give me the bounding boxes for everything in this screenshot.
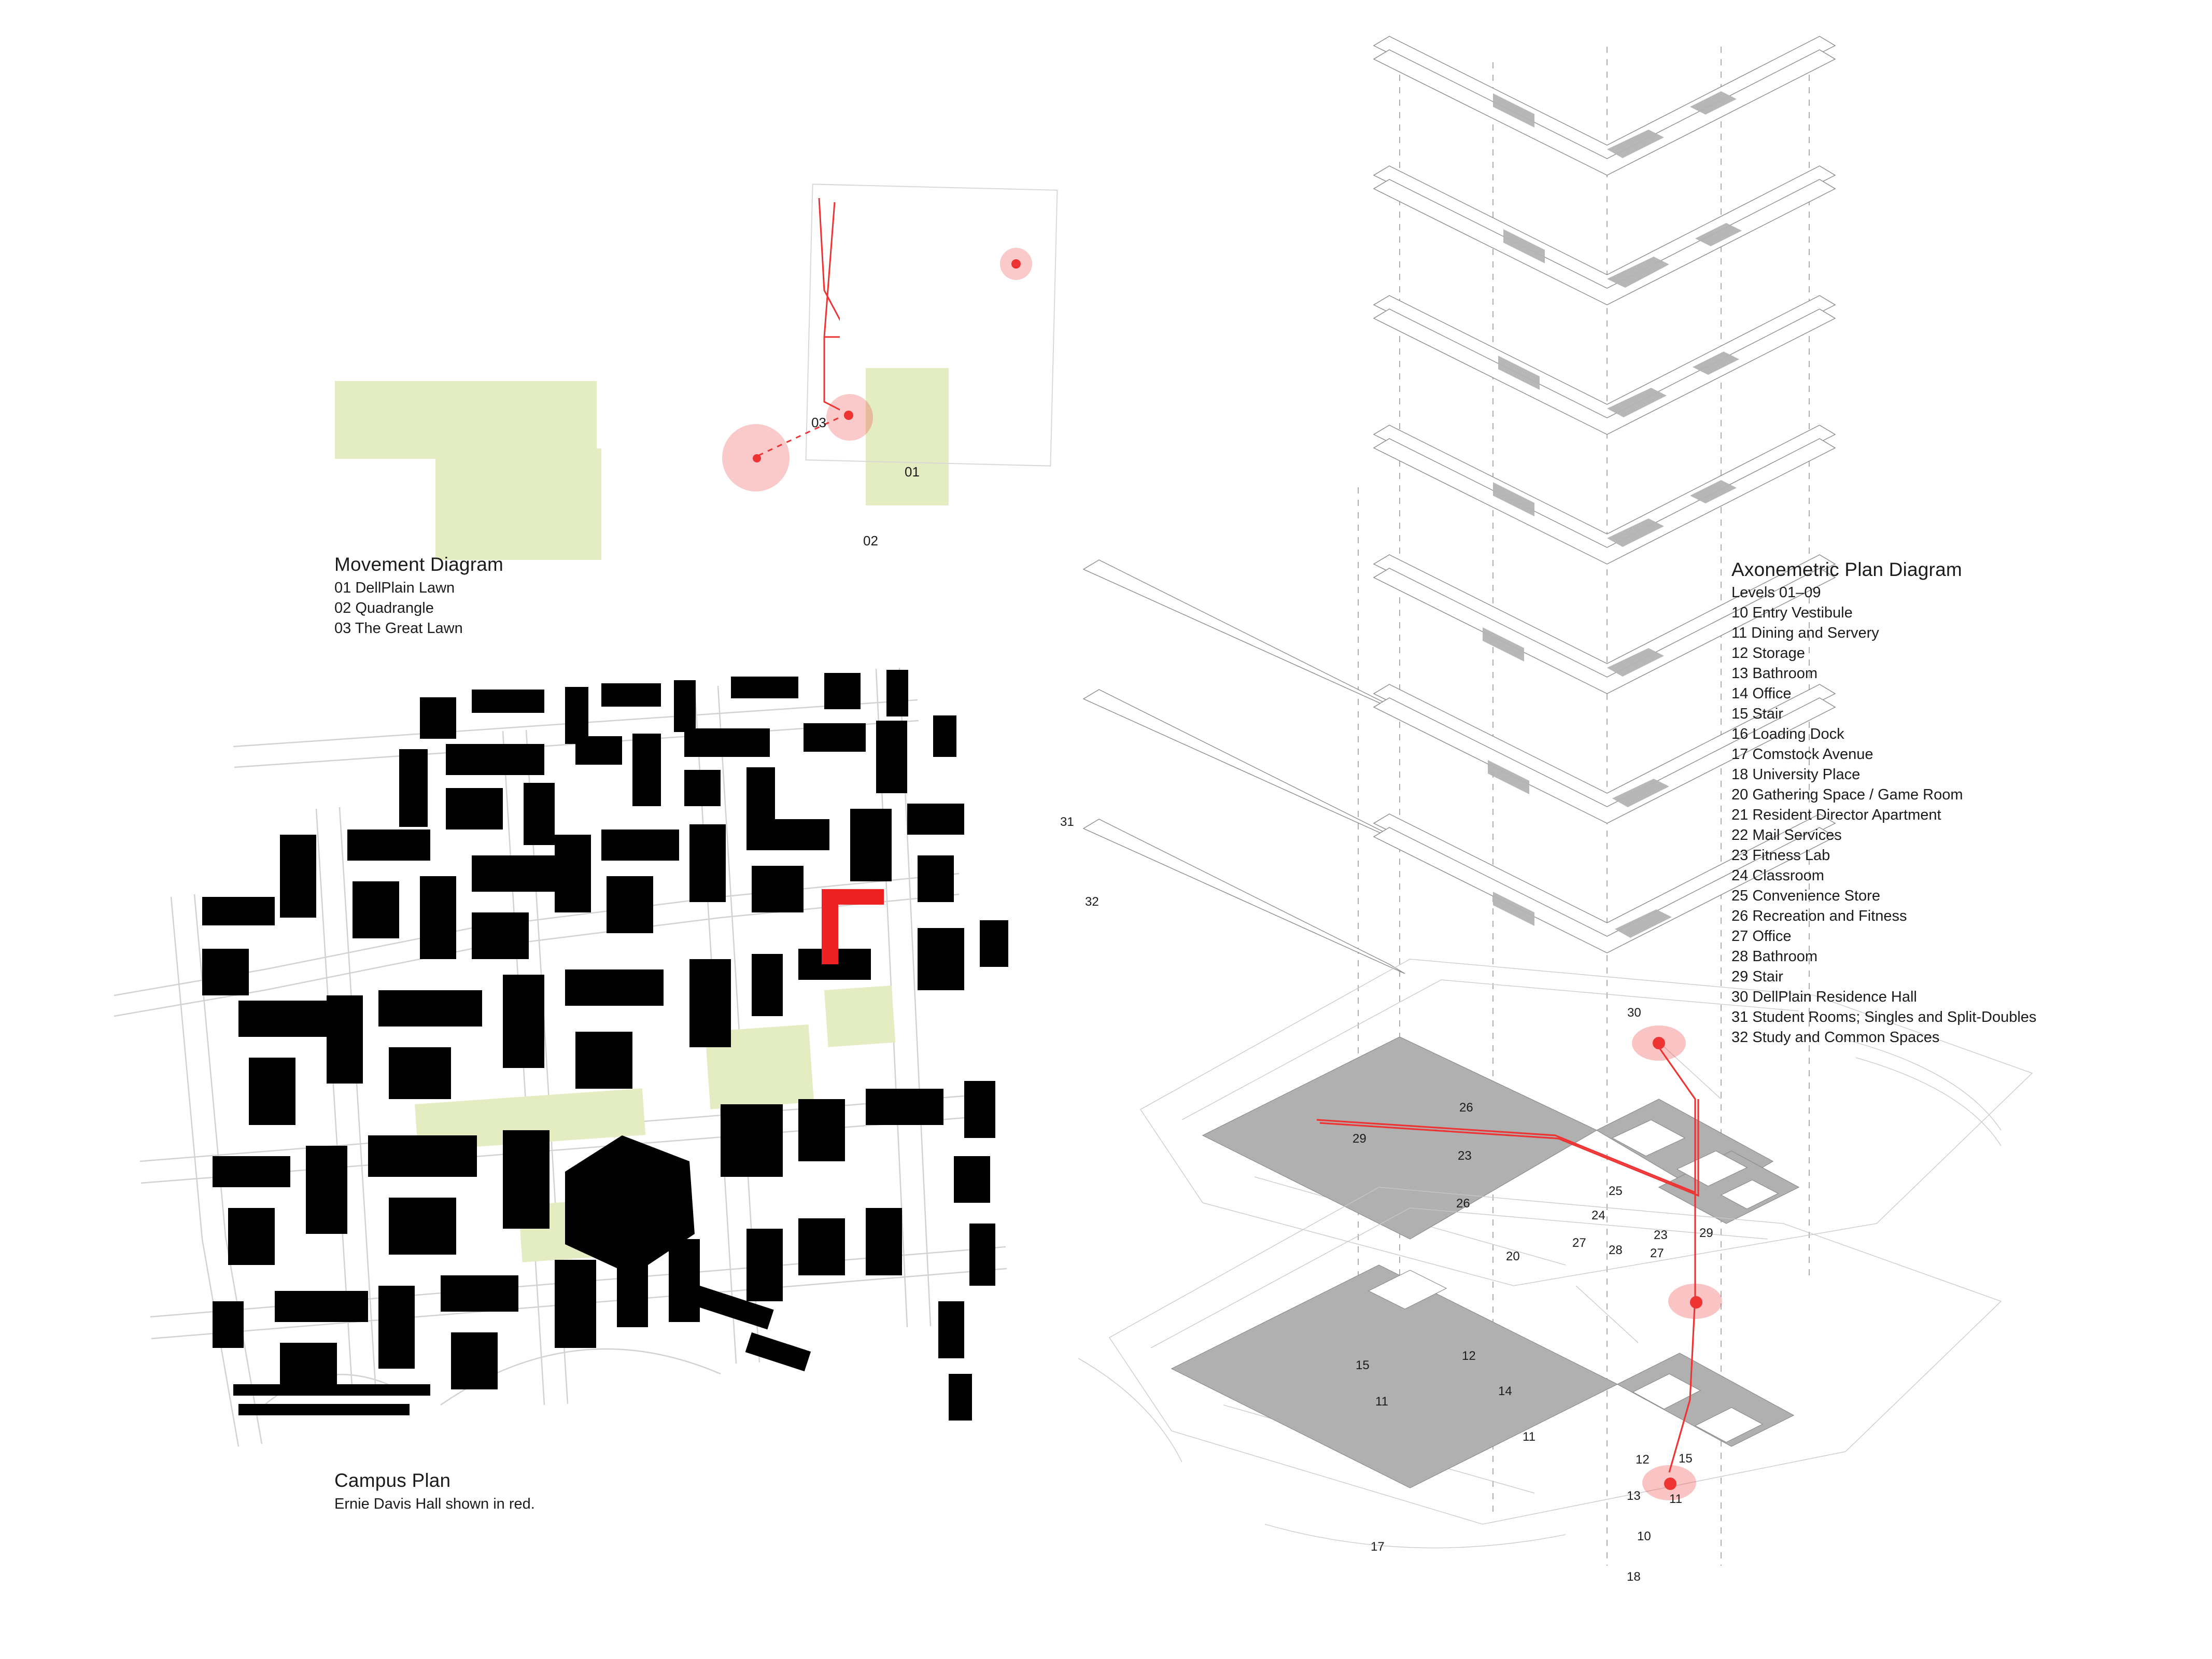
list-item: 03 The Great Lawn bbox=[334, 620, 463, 637]
axon-callout-11b: 11 bbox=[1523, 1430, 1535, 1444]
list-item: 21 Resident Director Apartment bbox=[1731, 807, 1941, 823]
list-item: 10 Entry Vestibule bbox=[1731, 604, 1853, 621]
list-item: 28 Bathroom bbox=[1731, 948, 1818, 965]
floor-plate-long bbox=[1083, 814, 1835, 974]
axon-callout-26b: 26 bbox=[1456, 1197, 1470, 1211]
list-item: 17 Comstock Avenue bbox=[1731, 746, 1873, 763]
axon-callout-10: 10 bbox=[1637, 1529, 1651, 1543]
list-item: 32 Study and Common Spaces bbox=[1731, 1029, 1940, 1046]
axon-callout-11a: 11 bbox=[1375, 1395, 1388, 1409]
list-item: 18 University Place bbox=[1731, 766, 1861, 783]
axon-callout-26a: 26 bbox=[1459, 1101, 1473, 1115]
axon-callout-14: 14 bbox=[1498, 1384, 1512, 1398]
campus-plan-svg bbox=[109, 638, 1073, 1467]
axon-callout-18: 18 bbox=[1627, 1570, 1641, 1584]
level-two-plan bbox=[1203, 1037, 1799, 1239]
node-dot-entry bbox=[1664, 1478, 1676, 1490]
axon-callout-31: 31 bbox=[1060, 815, 1074, 829]
axon-callout-28: 28 bbox=[1609, 1243, 1623, 1257]
campus-caption-title: Campus Plan bbox=[334, 1470, 451, 1491]
map-label-01: 01 bbox=[905, 464, 920, 480]
movement-diagram bbox=[290, 166, 920, 581]
map-label-02: 02 bbox=[863, 533, 878, 549]
list-item: 13 Bathroom bbox=[1731, 665, 1818, 682]
list-item: 26 Recreation and Fitness bbox=[1731, 908, 1907, 924]
node-dot-entry bbox=[844, 411, 853, 420]
axon-callout-30: 30 bbox=[1627, 1006, 1641, 1020]
axon-legend-title: Axonemetric Plan Diagram bbox=[1731, 559, 1962, 580]
floor-plate bbox=[1374, 36, 1835, 175]
movement-legend bbox=[334, 578, 503, 639]
list-item: 25 Convenience Store bbox=[1731, 888, 1880, 904]
floor-plate-long bbox=[1083, 555, 1835, 714]
movement-caption bbox=[334, 554, 503, 639]
axon-typical-levels bbox=[1374, 36, 1835, 564]
node-dot-quad bbox=[753, 454, 761, 462]
floor-plate bbox=[1374, 296, 1835, 434]
axon-level-one bbox=[1078, 1187, 2001, 1548]
movement-caption-title: Movement Diagram bbox=[334, 554, 504, 575]
list-item: 02 Quadrangle bbox=[334, 600, 434, 616]
list-item: 22 Mail Services bbox=[1731, 827, 1842, 843]
axon-callout-23a: 23 bbox=[1458, 1149, 1472, 1163]
campus-caption-subtitle: Ernie Davis Hall shown in red. bbox=[334, 1496, 535, 1512]
axon-callout-27b: 27 bbox=[1650, 1246, 1664, 1260]
list-item: 14 Office bbox=[1731, 685, 1792, 702]
list-item: 24 Classroom bbox=[1731, 867, 1824, 884]
axon-callout-29a: 29 bbox=[1352, 1132, 1366, 1146]
axon-callout-25: 25 bbox=[1609, 1184, 1623, 1198]
axon-callout-27a: 27 bbox=[1572, 1236, 1586, 1250]
node-dot-level-two bbox=[1690, 1296, 1702, 1309]
list-item: 11 Dining and Servery bbox=[1731, 625, 1879, 641]
axon-callout-23b: 23 bbox=[1654, 1228, 1668, 1242]
list-item: 31 Student Rooms; Singles and Split-Doubles bbox=[1731, 1009, 2037, 1025]
list-item: 27 Office bbox=[1731, 928, 1792, 945]
axon-callout-12a: 12 bbox=[1462, 1349, 1476, 1363]
list-item: 15 Stair bbox=[1731, 706, 1783, 722]
axon-callout-20: 20 bbox=[1506, 1249, 1520, 1263]
node-dot-dellplain bbox=[1011, 259, 1021, 269]
movement-path-svg bbox=[290, 166, 840, 581]
axon-lower-levels bbox=[1083, 555, 1835, 974]
list-item: 01 DellPlain Lawn bbox=[334, 580, 455, 596]
list-item: 23 Fitness Lab bbox=[1731, 847, 1830, 864]
list-item: 29 Stair bbox=[1731, 968, 1783, 985]
axon-callout-32: 32 bbox=[1085, 895, 1099, 909]
floor-plate-long bbox=[1083, 684, 1835, 844]
axon-callout-12b: 12 bbox=[1636, 1453, 1650, 1467]
axon-callout-17: 17 bbox=[1371, 1540, 1385, 1554]
list-item: 16 Loading Dock bbox=[1731, 726, 1844, 742]
campus-caption bbox=[334, 1470, 535, 1514]
campus-plan-drawing bbox=[109, 638, 1073, 1467]
list-item: 30 DellPlain Residence Hall bbox=[1731, 989, 1917, 1005]
campus-buildings bbox=[202, 670, 1008, 1421]
map-label-03: 03 bbox=[811, 415, 826, 430]
axon-callout-15b: 15 bbox=[1679, 1452, 1693, 1466]
floor-plate bbox=[1374, 166, 1835, 305]
list-item: 12 Storage bbox=[1731, 645, 1805, 662]
axon-callout-15a: 15 bbox=[1356, 1358, 1370, 1372]
node-dot-level-three bbox=[1653, 1037, 1665, 1049]
floor-plate bbox=[1374, 425, 1835, 564]
axon-callout-29b: 29 bbox=[1699, 1226, 1713, 1240]
axon-callout-24: 24 bbox=[1591, 1208, 1605, 1222]
axon-callout-11c: 11 bbox=[1669, 1492, 1682, 1506]
movement-path-upper bbox=[819, 198, 840, 337]
axon-legend bbox=[1731, 559, 2198, 1048]
list-item: Levels 01–09 bbox=[1731, 584, 1821, 601]
list-item: 20 Gathering Space / Game Room bbox=[1731, 786, 1963, 803]
axon-callout-13: 13 bbox=[1627, 1489, 1641, 1503]
axon-legend-list bbox=[1731, 583, 2198, 1048]
